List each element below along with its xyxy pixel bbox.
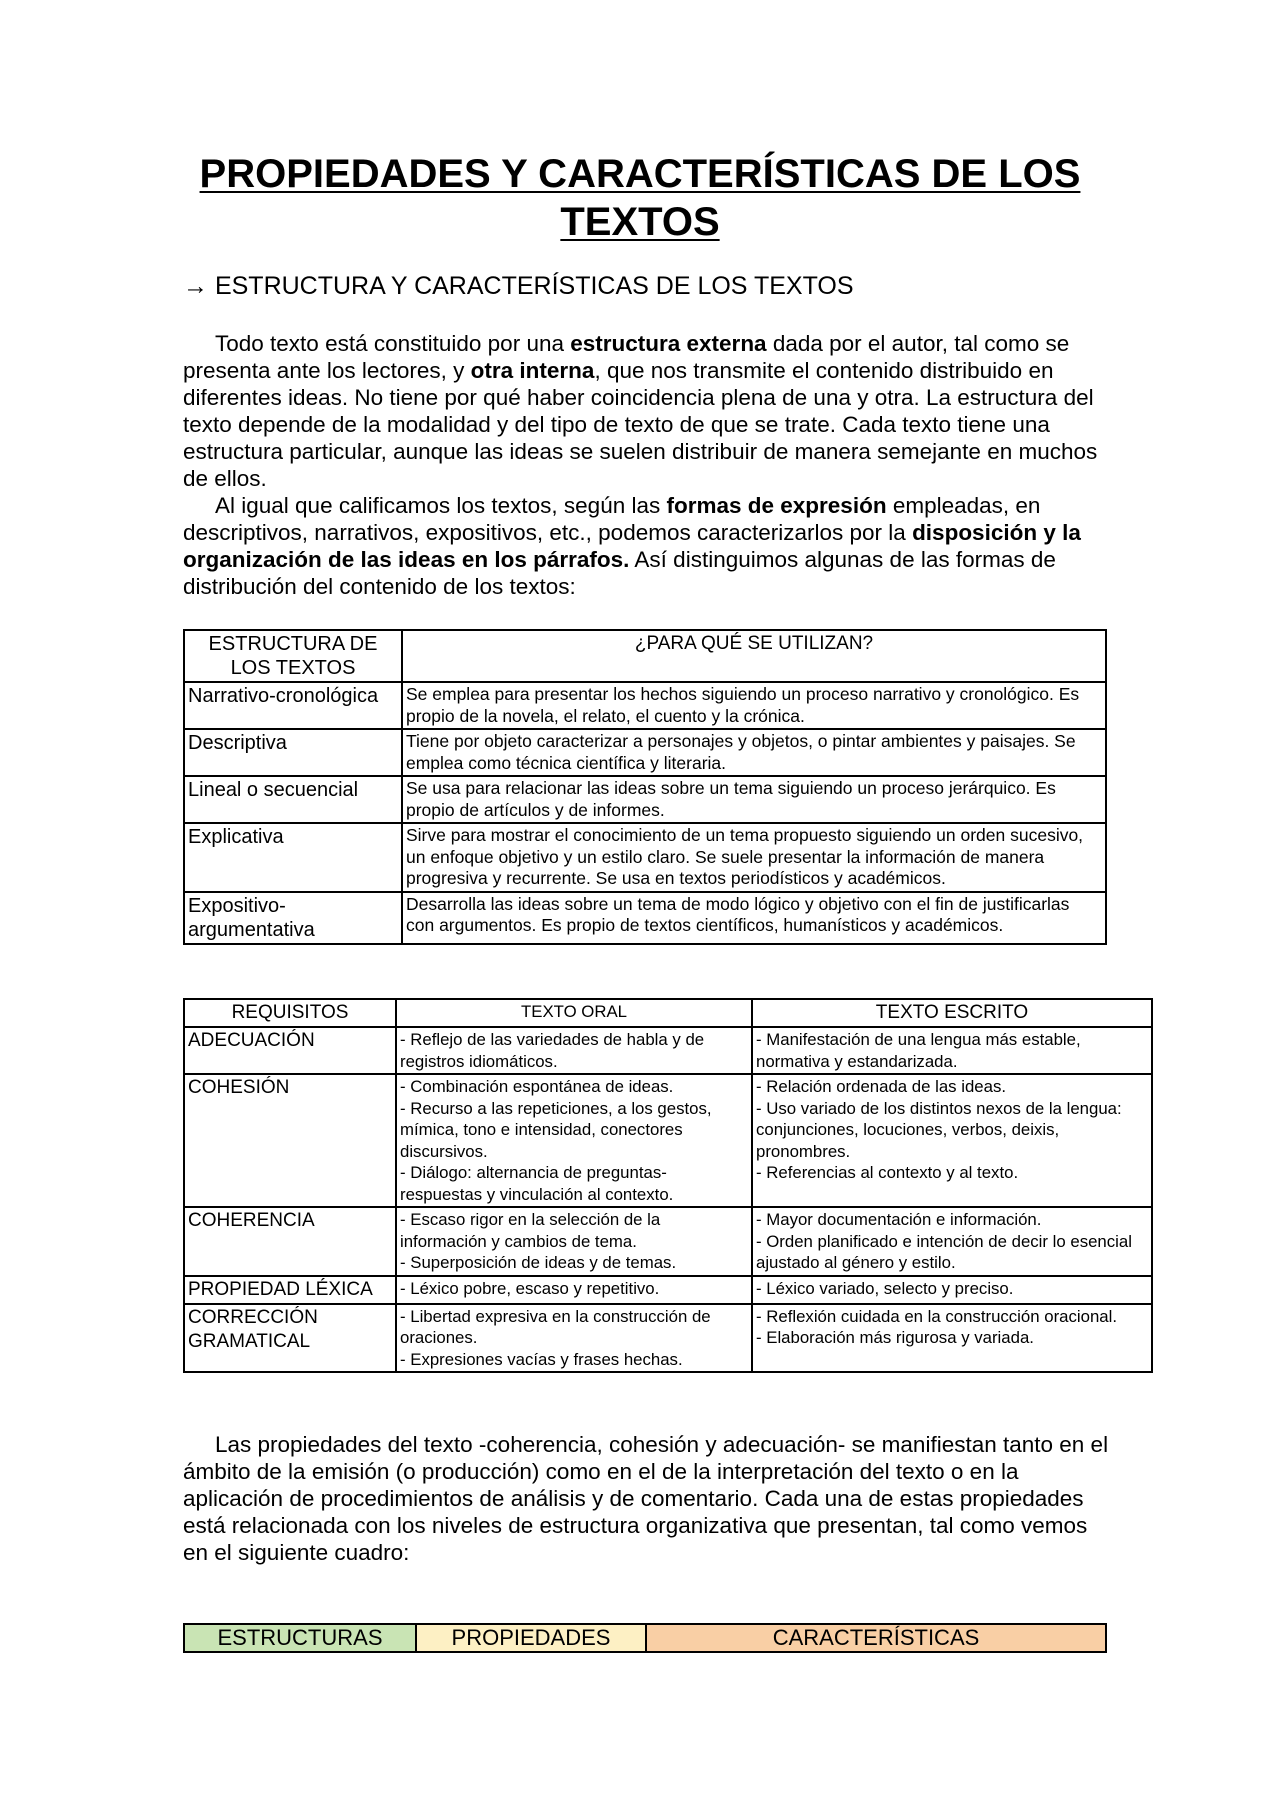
structures-table <box>183 1623 1107 1653</box>
table-row <box>184 1074 1152 1207</box>
header-texto-escrito: TEXTO ESCRITO <box>752 999 1152 1027</box>
cell-uso: Se emplea para presentar los hechos siguiendo un proceso narrativo y cronológico. Es propio de la novela, el relato, el cuento y la crónica. <box>402 682 1106 729</box>
cell-line: - Superposición de ideas y de temas. <box>400 1253 677 1272</box>
table-row <box>184 729 1106 776</box>
cell-oral <box>396 1304 752 1373</box>
paragraph-properties: Las propiedades del texto -coherencia, cohesión y adecuación- se manifiestan tanto en el ámbito de la emisión (o producción) como en el de la interpretación del texto o en la aplicación de procedimientos de análisis y de comentario. Cada una de estas propiedades está relacionada con los niveles de estructura organizativa que presentan, tal como vemos en el siguiente cuadro: <box>183 1432 1109 1565</box>
header-propiedades: PROPIEDADES <box>416 1624 646 1652</box>
cell-uso: Tiene por objeto caracterizar a personajes y objetos, o pintar ambientes y paisajes. Se emplea como técnica científica y literaria. <box>402 729 1106 776</box>
table-row <box>184 1276 1152 1304</box>
table-row <box>184 892 1106 944</box>
cell-line: - Reflexión cuidada en la construcción oracional. <box>756 1306 1118 1326</box>
cell-requisito: CORRECCIÓN GRAMATICAL <box>184 1304 396 1373</box>
paragraph-intro: Todo texto está constituido por una estructura externa dada por el autor, tal como se presenta ante los lectores, y otra interna, que nos transmite el contenido distribuido en diferentes ideas. No tiene por qué haber coincidencia plena de una y otra. La estructura del texto depende de la modalidad y del tipo de texto de que se trate. Cada texto tiene una estructura particular, aunque las ideas se suelen distribuir de manera semejante en muchos de ellos. <box>183 331 1098 491</box>
cell-line: - Reflejo de las variedades de habla y de registros idiomáticos. <box>400 1030 705 1071</box>
table-row <box>184 682 1106 729</box>
cell-escrito <box>752 1207 1152 1276</box>
cell-line: - Mayor documentación e información. <box>756 1210 1042 1229</box>
cell-escrito <box>752 1276 1152 1304</box>
page-title: PROPIEDADES Y CARACTERÍSTICAS DE LOS TEXTOS <box>199 152 1081 244</box>
cell-line: - Diálogo: alternancia de preguntas-respuestas y vinculación al contexto. <box>400 1163 674 1204</box>
cell-escrito <box>752 1304 1152 1373</box>
table-header-row <box>184 999 1152 1027</box>
cell-line: - Léxico pobre, escaso y repetitivo. <box>400 1278 660 1298</box>
cell-line: - Elaboración más rigurosa y variada. <box>756 1328 1034 1347</box>
cell-line: - Recurso a las repeticiones, a los gestos, mímica, tono e intensidad, conectores discursivos. <box>400 1098 712 1161</box>
table-row <box>184 1027 1152 1074</box>
cell-requisito: PROPIEDAD LÉXICA <box>184 1276 396 1304</box>
table-row <box>184 1207 1152 1276</box>
cell-escrito <box>752 1027 1152 1074</box>
cell-line: - Escaso rigor en la selección de la información y cambios de tema. <box>400 1210 661 1251</box>
cell-oral <box>396 1074 752 1207</box>
cell-line: - Libertad expresiva en la construcción de oraciones. <box>400 1306 711 1347</box>
cell-oral <box>396 1207 752 1276</box>
structure-table <box>183 629 1107 945</box>
cell-line: - Uso variado de los distintos nexos de la lengua: conjunciones, locuciones, verbos, deixis, pronombres. <box>756 1098 1122 1161</box>
header-texto-oral: TEXTO ORAL <box>396 999 752 1027</box>
paragraph-forms: Al igual que calificamos los textos, según las formas de expresión empleadas, en descriptivos, narrativos, expositivos, etc., podemos caracterizarlos por la disposición y la organización de las ideas en los párrafos. Así distinguimos algunas de las formas de distribución del contenido de los textos: <box>183 493 1081 599</box>
cell-requisito: ADECUACIÓN <box>184 1027 396 1074</box>
header-caracteristicas: CARACTERÍSTICAS <box>646 1624 1106 1652</box>
cell-line: - Léxico variado, selecto y preciso. <box>756 1278 1014 1298</box>
cell-line: - Orden planificado e intención de decir lo esencial ajustado al género y estilo. <box>756 1231 1132 1272</box>
cell-requisito: COHERENCIA <box>184 1207 396 1276</box>
header-estructuras: ESTRUCTURAS <box>184 1624 416 1652</box>
cell-estructura: Descriptiva <box>184 729 402 776</box>
cell-estructura: Narrativo-cronológica <box>184 682 402 729</box>
table-row <box>184 823 1106 892</box>
cell-oral <box>396 1276 752 1304</box>
table-header-row <box>184 1624 1106 1652</box>
cell-requisito: COHESIÓN <box>184 1074 396 1207</box>
header-uso: ¿PARA QUÉ SE UTILIZAN? <box>402 630 1106 682</box>
cell-uso: Se usa para relacionar las ideas sobre un tema siguiendo un proceso jerárquico. Es propio de artículos y de informes. <box>402 776 1106 823</box>
cell-line: - Manifestación de una lengua más estable, normativa y estandarizada. <box>756 1030 1081 1071</box>
section-heading: → ESTRUCTURA Y CARACTERÍSTICAS DE LOS TEXTOS <box>183 272 854 300</box>
cell-line: - Relación ordenada de las ideas. <box>756 1077 1007 1096</box>
table-header-row <box>184 630 1106 682</box>
cell-estructura: Lineal o secuencial <box>184 776 402 823</box>
cell-oral <box>396 1027 752 1074</box>
cell-escrito <box>752 1074 1152 1207</box>
cell-uso: Desarrolla las ideas sobre un tema de modo lógico y objetivo con el fin de justificarlas con argumentos. Es propio de textos científicos, humanísticos y académicos. <box>402 892 1106 944</box>
table-row <box>184 1304 1152 1373</box>
cell-uso: Sirve para mostrar el conocimiento de un tema propuesto siguiendo un orden sucesivo, un enfoque objetivo y un estilo claro. Se suele presentar la información de manera progresiva y recurrente. Se usa en textos periodísticos y académicos. <box>402 823 1106 892</box>
header-estructura: ESTRUCTURA DE LOS TEXTOS <box>184 630 402 682</box>
cell-estructura: Expositivo-argumentativa <box>184 892 402 944</box>
cell-estructura: Explicativa <box>184 823 402 892</box>
cell-line: - Referencias al contexto y al texto. <box>756 1163 1019 1182</box>
table-row <box>184 776 1106 823</box>
cell-line: - Combinación espontánea de ideas. <box>400 1077 674 1096</box>
cell-line: - Expresiones vacías y frases hechas. <box>400 1349 683 1369</box>
header-requisitos: REQUISITOS <box>184 999 396 1027</box>
requirements-table <box>183 998 1153 1373</box>
